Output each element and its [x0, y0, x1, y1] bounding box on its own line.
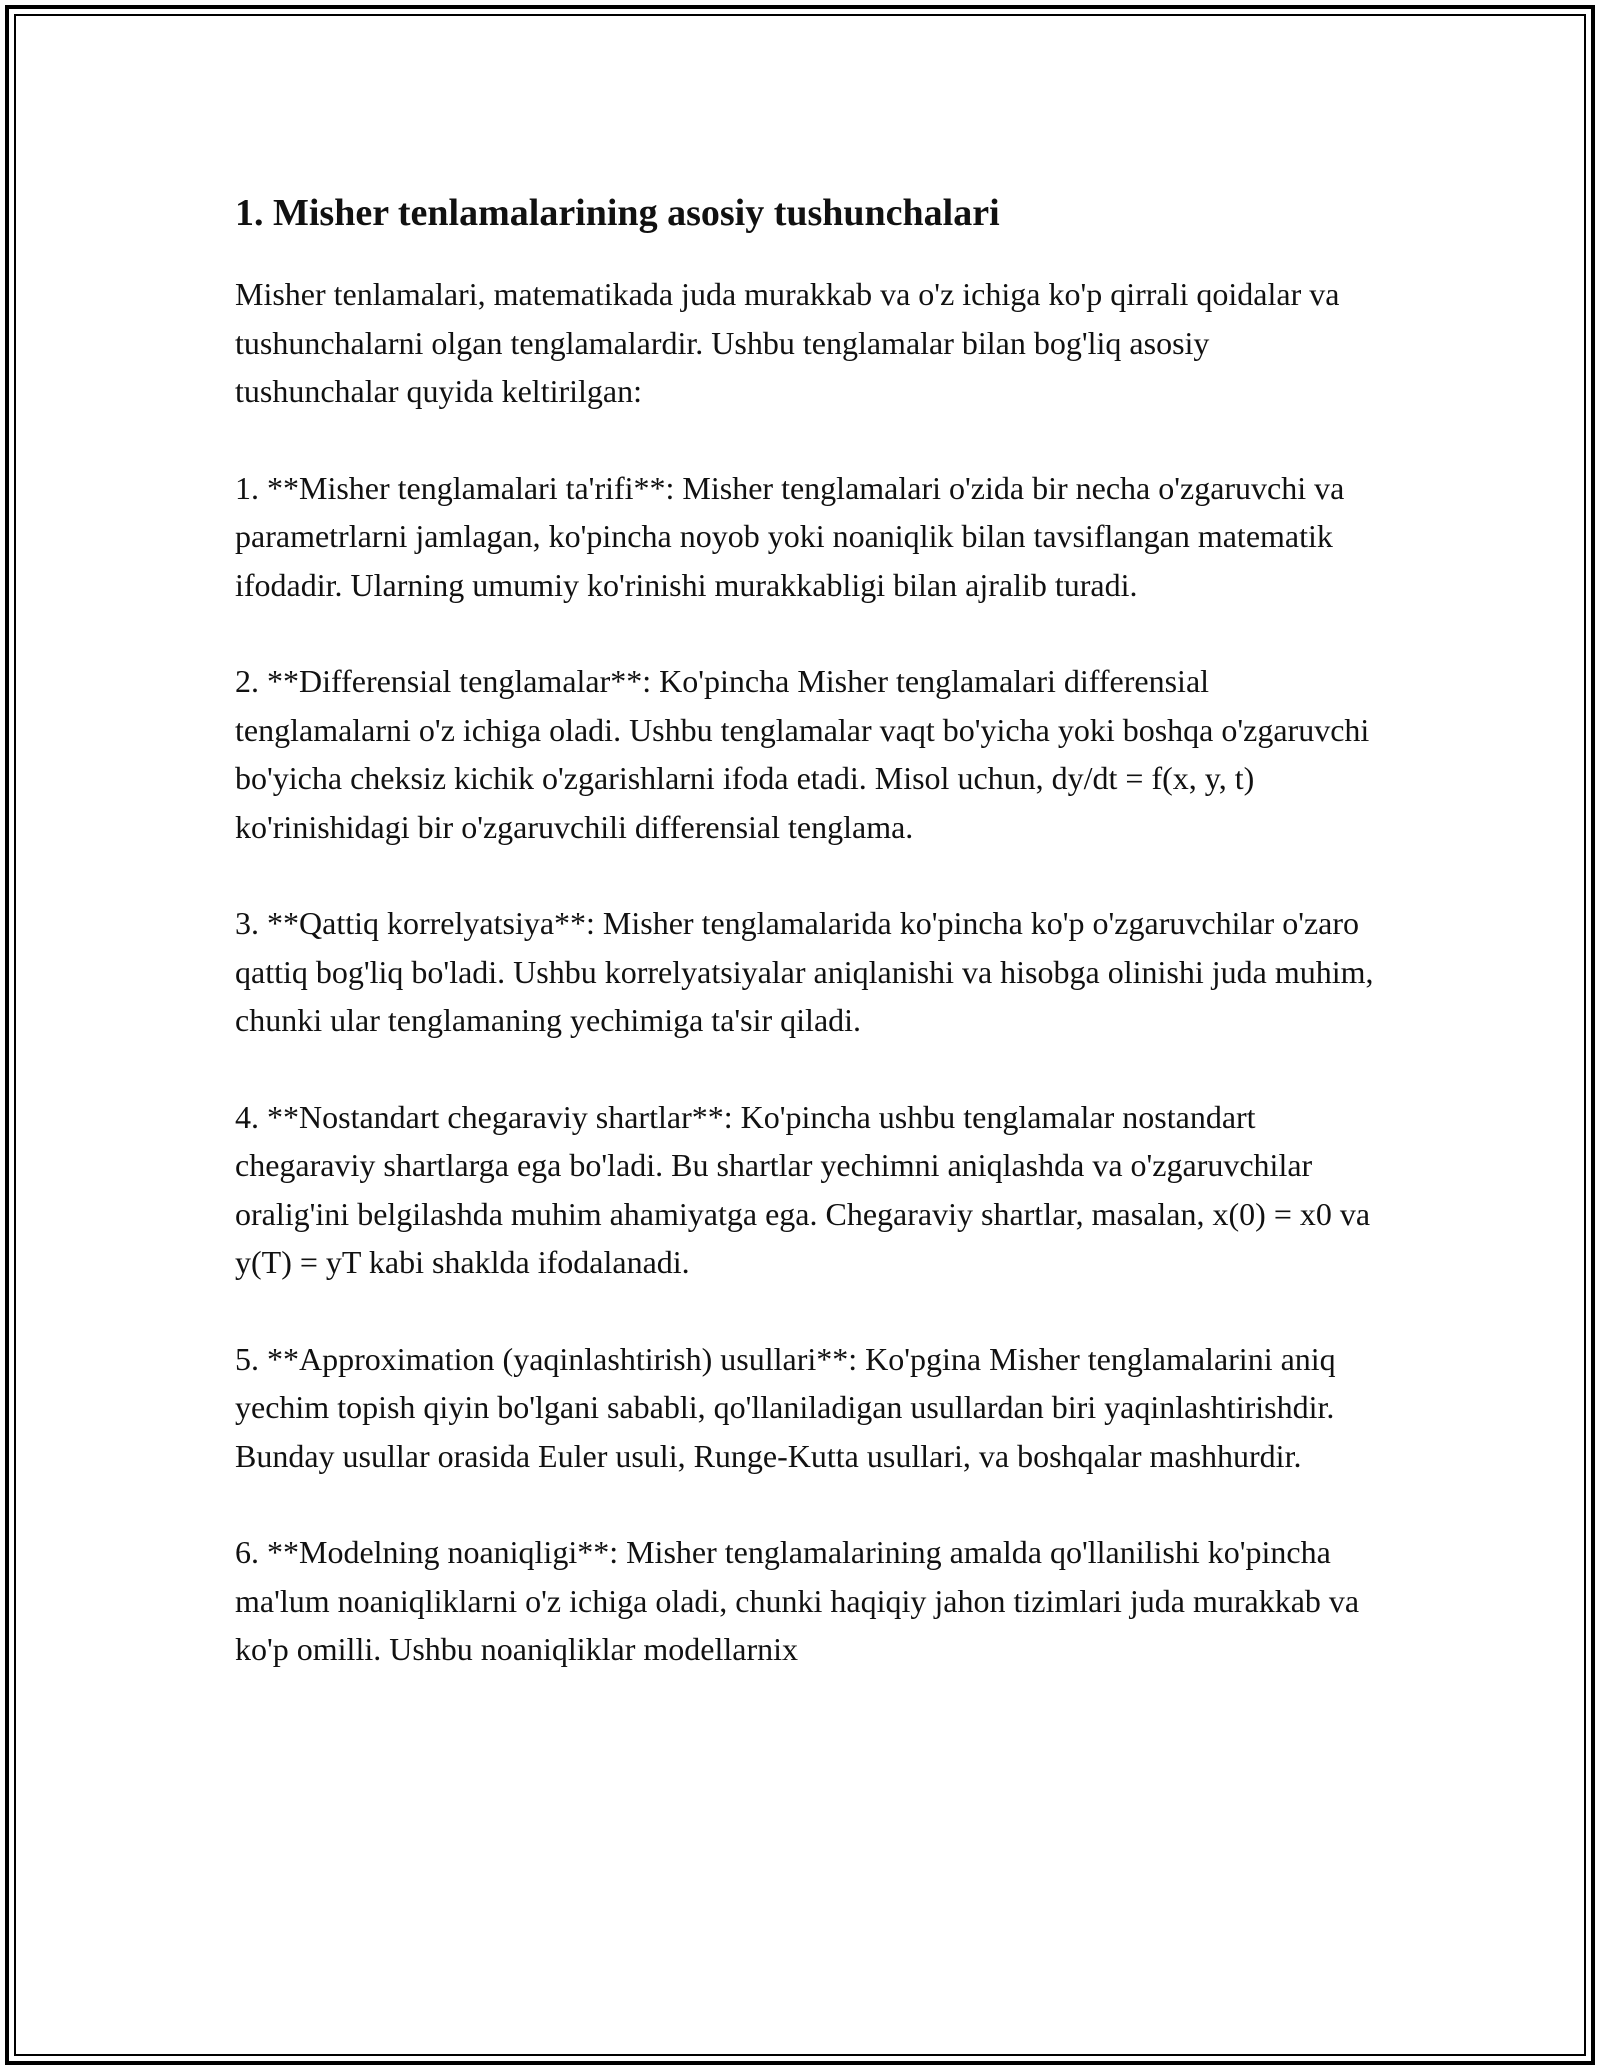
paragraph-definition: 1. **Misher tenglamalari ta'rifi**: Misher tenglamalari o'zida bir necha o'zgaruvchi va parametrlarni jamlagan, ko'pincha noyob yoki noaniqlik bilan tavsiflangan matematik ifodadir. Ularning umumiy ko'rinishi murakkabligi bilan ajralib turadi. — [235, 469, 1345, 603]
paragraph-differential-equations: 2. **Differensial tenglamalar**: Ko'pincha Misher tenglamalari differensial tenglamalarni o'z ichiga oladi. Ushbu tenglamalar vaqt bo'yicha yoki boshqa o'zgaruvchi bo'yicha cheksiz kichik o'zgarishlarni ifoda etadi. Misol uchun, dy/dt = f(x, y, t) ko'rinishidagi bir o'zgaruvchili differensial tenglama. — [235, 663, 1370, 845]
paragraph-model-uncertainty: 6. **Modelning noaniqligi**: Misher tenglamalarining amalda qo'llanilishi ko'pincha ma'lum noaniqliklarni o'z ichiga oladi, chunki haqiqiy jahon tizimlari juda murakkab va ko'p omilli. Ushbu noaniqliklar modellarnix — [235, 1534, 1360, 1667]
paragraph-approximation: 5. **Approximation (yaqinlashtirish) usullari**: Ko'pgina Misher tenglamalarini aniq yechim topish qiyin bo'lgani sababli, qo'llaniladigan usullardan biri yaqinlashtirishdir. Bunday usullar orasida Euler usuli, Runge-Kutta usullari, va boshqalar mashhurdir. — [235, 1340, 1336, 1474]
section-title: 1. Misher tenlamalarining asosiy tushunchalari — [235, 192, 1000, 234]
paragraph-correlation: 3. **Qattiq korrelyatsiya**: Misher tenglamalarida ko'pincha ko'p o'zgaruvchilar o'zaro qattiq bog'liq bo'ladi. Ushbu korrelyatsiyalar aniqlanishi va hisobga olinishi juda muhim, chunki ular tenglamaning yechimiga ta'sir qiladi. — [235, 905, 1374, 1038]
paragraph-boundary-conditions: 4. **Nostandart chegaraviy shartlar**: Ko'pincha ushbu tenglamalar nostandart chegaraviy shartlarga ega bo'ladi. Bu shartlar yechimni aniqlashda va o'zgaruvchilar oralig'ini belgilashda muhim ahamiyatga ega. Chegaraviy shartlar, masalan, x(0) = x0 va y(T) = yT kabi shaklda ifodalanadi. — [235, 1098, 1371, 1280]
intro-paragraph: Misher tenlamalari, matematikada juda murakkab va o'z ichiga ko'p qirrali qoidalar va tushunchalarni olgan tenglamalardir. Ushbu tenglamalar bilan bog'liq asosiy tushunchalar quyida keltirilgan: — [235, 276, 1340, 409]
document-body — [235, 186, 1375, 1722]
